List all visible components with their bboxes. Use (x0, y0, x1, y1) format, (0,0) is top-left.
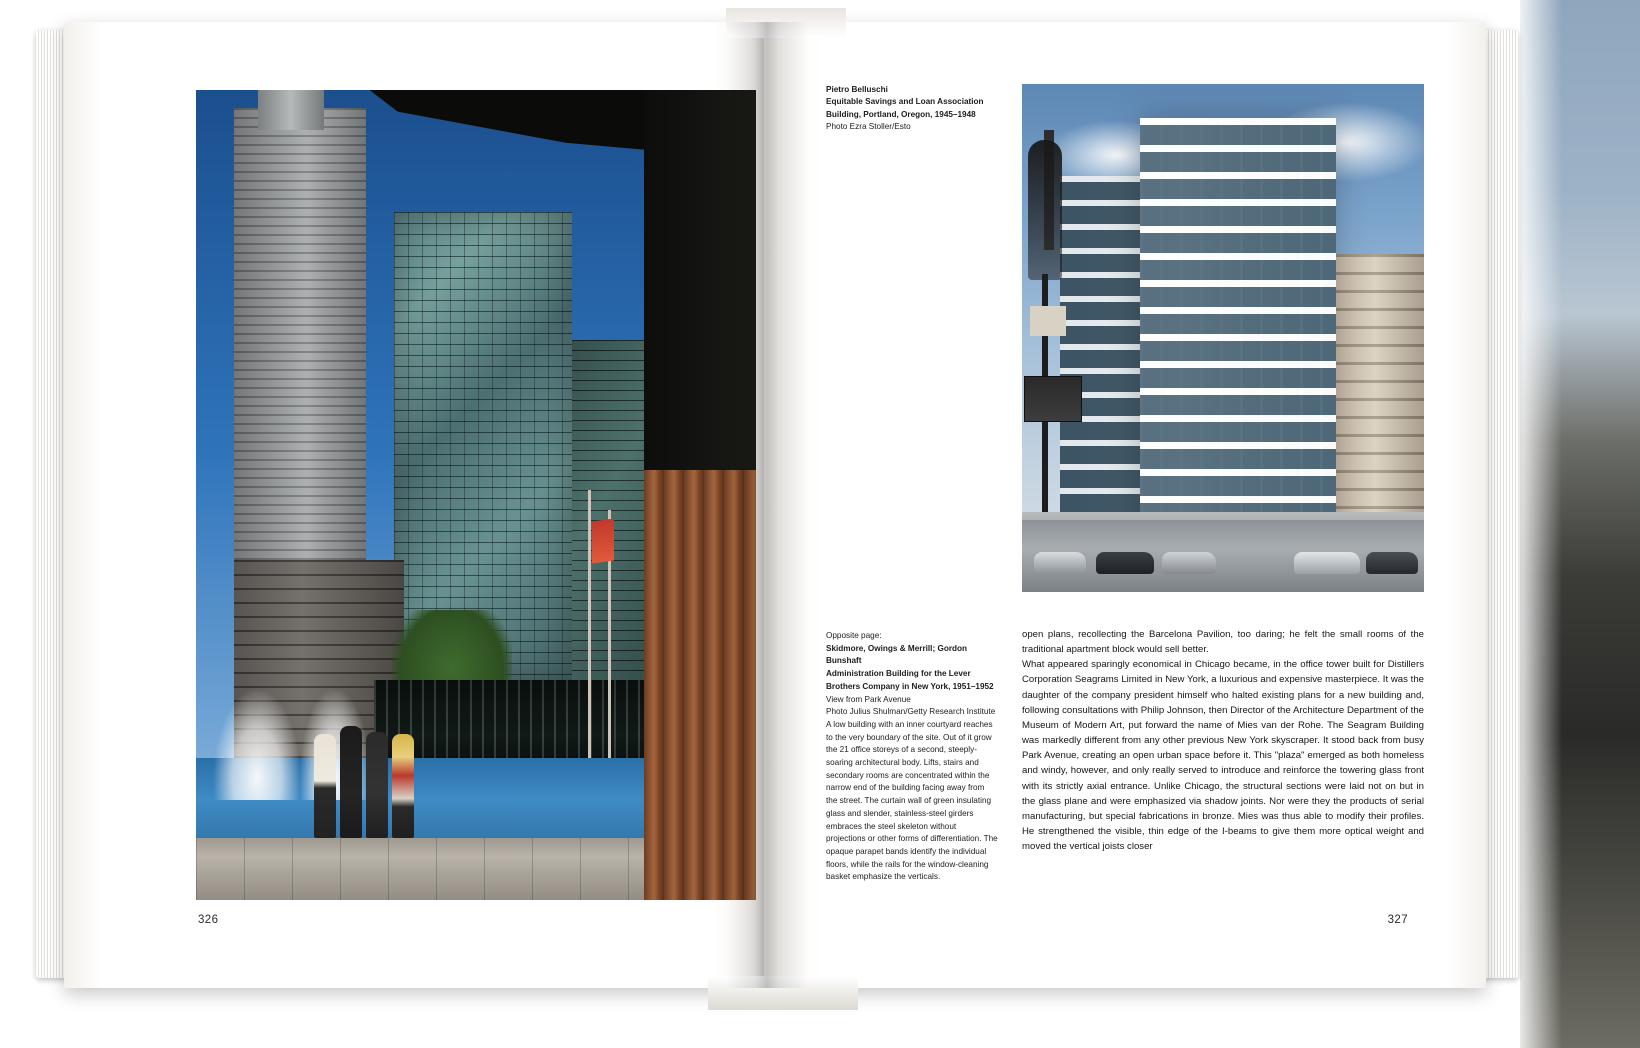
masonry-tower (234, 108, 366, 628)
open-book (36, 8, 1518, 1008)
caption-title: Administration Building for the Lever Brothers Company in New York, 1951–1952 (826, 669, 994, 691)
neighbouring-masonry-building (1328, 254, 1424, 544)
wood-clad-column-face (644, 470, 756, 900)
dark-foreground-column (644, 90, 756, 900)
edge-photograph-sliver (1520, 0, 1640, 1048)
equitable-savings-loan-photo (1022, 84, 1424, 592)
street-lamp-head (1028, 140, 1062, 280)
pedestrian-figure (314, 734, 336, 838)
flagpole (588, 490, 591, 760)
body-paragraph-2: What appeared sparingly economical in Chicago became, in the office tower built for Distillers Corporation Seagrams Limited in New York, a luxurious and expensive masterpiece. It was the daughter of the company president himself who halted existing plans for a new building and, following consultations with Philip Johnson, then Director of the Architecture Department of the Museum of Modern Art, put forward the name of Mies van der Rohe. The Seagram Building was markedly different from any other previous New York skyscraper. It stood back from busy Park Avenue, creating an open urban space before it. This "plaza" emerged as both homeless and windy, however, and only really served to introduce and reinforce the towering glass front with its strictly axial entrance. Unlike Chicago, the structural sections were laid not on but in the glass plane and were emphasized via shadow joints. Nor were they the products of serial manufacturing, but special fabrications in bronze. Mies was thus able to modify their profiles. He strengthened the visible, thin edge of the I-beams to give them more optical weight and moved the vertical joists closer (1022, 659, 1424, 853)
parked-car (1096, 552, 1154, 574)
pedestrian-figure (392, 734, 414, 838)
left-page-content (64, 22, 764, 988)
body-paragraph-1: open plans, recollecting the Barcelona Pavilion, too daring; he felt the small rooms of the traditional apartment block would sell better. (1022, 629, 1424, 656)
lever-house-plaza-photo (196, 90, 756, 900)
right-page-content (764, 22, 1486, 988)
street-sign (1024, 376, 1082, 422)
caption-title: Equitable Savings and Loan Association Building, Portland, Oregon, 1945–1948 (826, 97, 984, 119)
parked-car (1294, 552, 1360, 574)
wall-sign (1030, 306, 1066, 336)
parked-car (1034, 552, 1086, 574)
caption-body: A low building with an inner courtyard reaches to the very boundary of the site. Out of it grow the 21 office storeys of a second, steeply-soaring architectural body. Lifts, stairs and secondary rooms are concentrated within the narrow end of the building facing away from the street. The curtain wall of green insulating glass and slender, stainless-steel girders embraces the steel skeleton without projections or other forms of differentiation. The opaque parapet bands identify the individual floors, while the rails for the window-cleaning basket emphasize the verticals. (826, 719, 998, 882)
masonry-tower-crown (258, 90, 324, 130)
pedestrian-figure (340, 726, 362, 838)
page-number-left: 326 (198, 914, 219, 926)
flag (592, 518, 614, 563)
caption-credit: Photo Ezra Stoller/Esto (826, 122, 911, 132)
building-side-wing (1060, 176, 1142, 538)
parked-car (1162, 552, 1216, 574)
fountain (214, 690, 300, 800)
caption-lead: Opposite page: (826, 631, 882, 640)
body-text-column (1022, 627, 1424, 854)
page-number-right: 327 (1387, 914, 1408, 926)
parked-car (1366, 552, 1418, 574)
equitable-building-facade (1140, 118, 1336, 538)
caption-view: View from Park Avenue (826, 694, 911, 704)
caption-architect: Skidmore, Owings & Merrill; Gordon Bunshaft (826, 643, 968, 666)
caption-lever-house (826, 630, 998, 884)
pedestrian-figure (366, 732, 388, 838)
caption-architect: Pietro Belluschi (826, 85, 888, 94)
caption-equitable-building (826, 84, 996, 134)
caption-credit: Photo Julius Shulman/Getty Research Institute (826, 707, 996, 717)
